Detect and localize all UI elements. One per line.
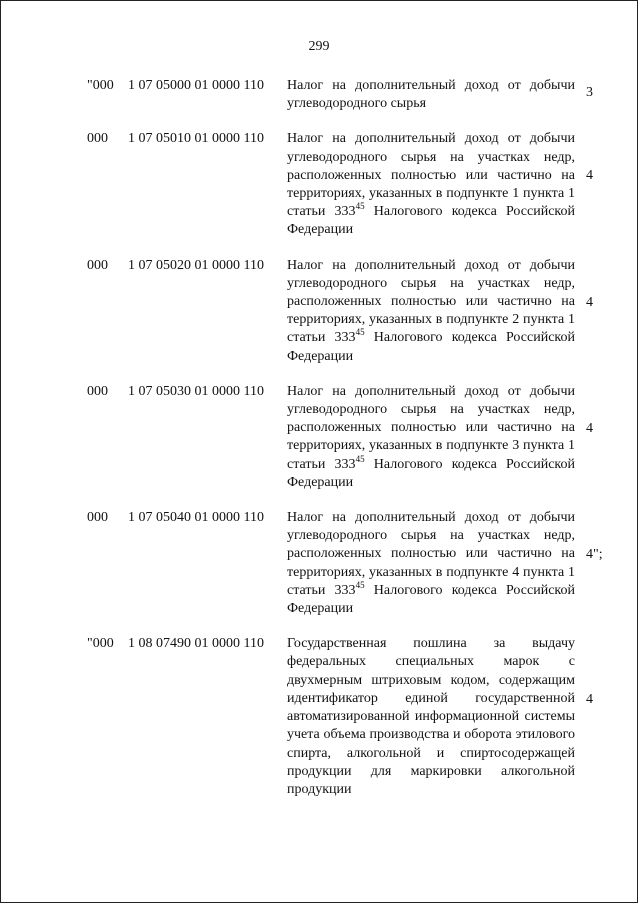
revenue-name-text: Налог на дополнительный доход от добычи углеводородного сырья на участках недр, расположенных полностью или частично на территориях, указанных в подпункте 3 пункта 1 статьи 333	[287, 383, 575, 472]
admin-code: 000	[87, 257, 108, 273]
revenue-name	[287, 130, 575, 239]
article-superscript: 45	[355, 579, 365, 590]
revenue-name	[287, 77, 575, 113]
revenue-name	[287, 383, 575, 492]
admin-code: 000	[87, 383, 108, 399]
budget-classification-code: 1 07 05000 01 0000 110	[128, 78, 264, 93]
revenue-name-text-tail: Налогового кодекса Российской Федерации	[287, 582, 575, 617]
revenue-name-text: Налог на дополнительный доход от добычи углеводородного сырья на участках недр, расположенных полностью или частично на территориях, указанных в подпункте 4 пункта 1 статьи 333	[287, 510, 575, 598]
table-row	[1, 635, 637, 799]
revenue-name	[287, 509, 575, 618]
revenue-name-text: Налог на дополнительный доход от добычи углеводородного сырья на участках недр, расположенных полностью или частично на территориях, указанных в подпункте 1 пункта 1 статьи 333	[287, 131, 575, 220]
norm-value: 3	[586, 85, 593, 100]
table-row	[1, 257, 637, 366]
table-row	[1, 383, 637, 492]
norm-value: 4	[586, 692, 593, 708]
budget-classification-code: 1 07 05020 01 0000 110	[128, 257, 264, 273]
norm-value: 4	[586, 420, 593, 436]
revenue-name-text-tail: Налогового кодекса Российской Федерации	[287, 456, 575, 490]
norm-value: 4	[586, 294, 593, 310]
revenue-name-text-tail: Налогового кодекса Российской Федерации	[287, 330, 575, 364]
admin-code: 000	[87, 131, 108, 147]
article-superscript: 45	[355, 327, 365, 338]
norm-value: 4	[586, 168, 593, 184]
norm-value: 4";	[586, 547, 603, 563]
budget-classification-code: 1 07 05040 01 0000 110	[128, 510, 264, 526]
budget-code-table	[1, 77, 637, 816]
budget-classification-code: 1 07 05030 01 0000 110	[128, 383, 264, 399]
revenue-name-text: Налог на дополнительный доход от добычи углеводородного сырья	[287, 78, 575, 112]
table-row	[1, 130, 637, 239]
admin-code: "000	[87, 636, 114, 652]
revenue-name-text: Государственная пошлина за выдачу федеральных специальных марок с двухмерным штриховым кодом, содержащим идентификатор единой государственной автоматизированной информационной системы учета объема производства и оборота этилового спирта, алкогольной и спиртосодержащей продукции для маркировки алкогольной продукции	[287, 636, 575, 797]
admin-code: 000	[87, 510, 108, 526]
revenue-name	[287, 257, 575, 366]
article-superscript: 45	[355, 453, 365, 464]
revenue-name	[287, 635, 575, 799]
admin-code: "000	[87, 78, 114, 93]
table-row	[1, 77, 637, 113]
budget-classification-code: 1 07 05010 01 0000 110	[128, 131, 264, 147]
article-superscript: 45	[355, 201, 365, 212]
budget-classification-code: 1 08 07490 01 0000 110	[128, 636, 264, 652]
page-number: 299	[308, 39, 330, 54]
revenue-name-text-tail: Налогового кодекса Российской Федерации	[287, 204, 575, 238]
revenue-name-text: Налог на дополнительный доход от добычи углеводородного сырья на участках недр, расположенных полностью или частично на территориях, указанных в подпункте 2 пункта 1 статьи 333	[287, 257, 575, 346]
table-row	[1, 509, 637, 618]
